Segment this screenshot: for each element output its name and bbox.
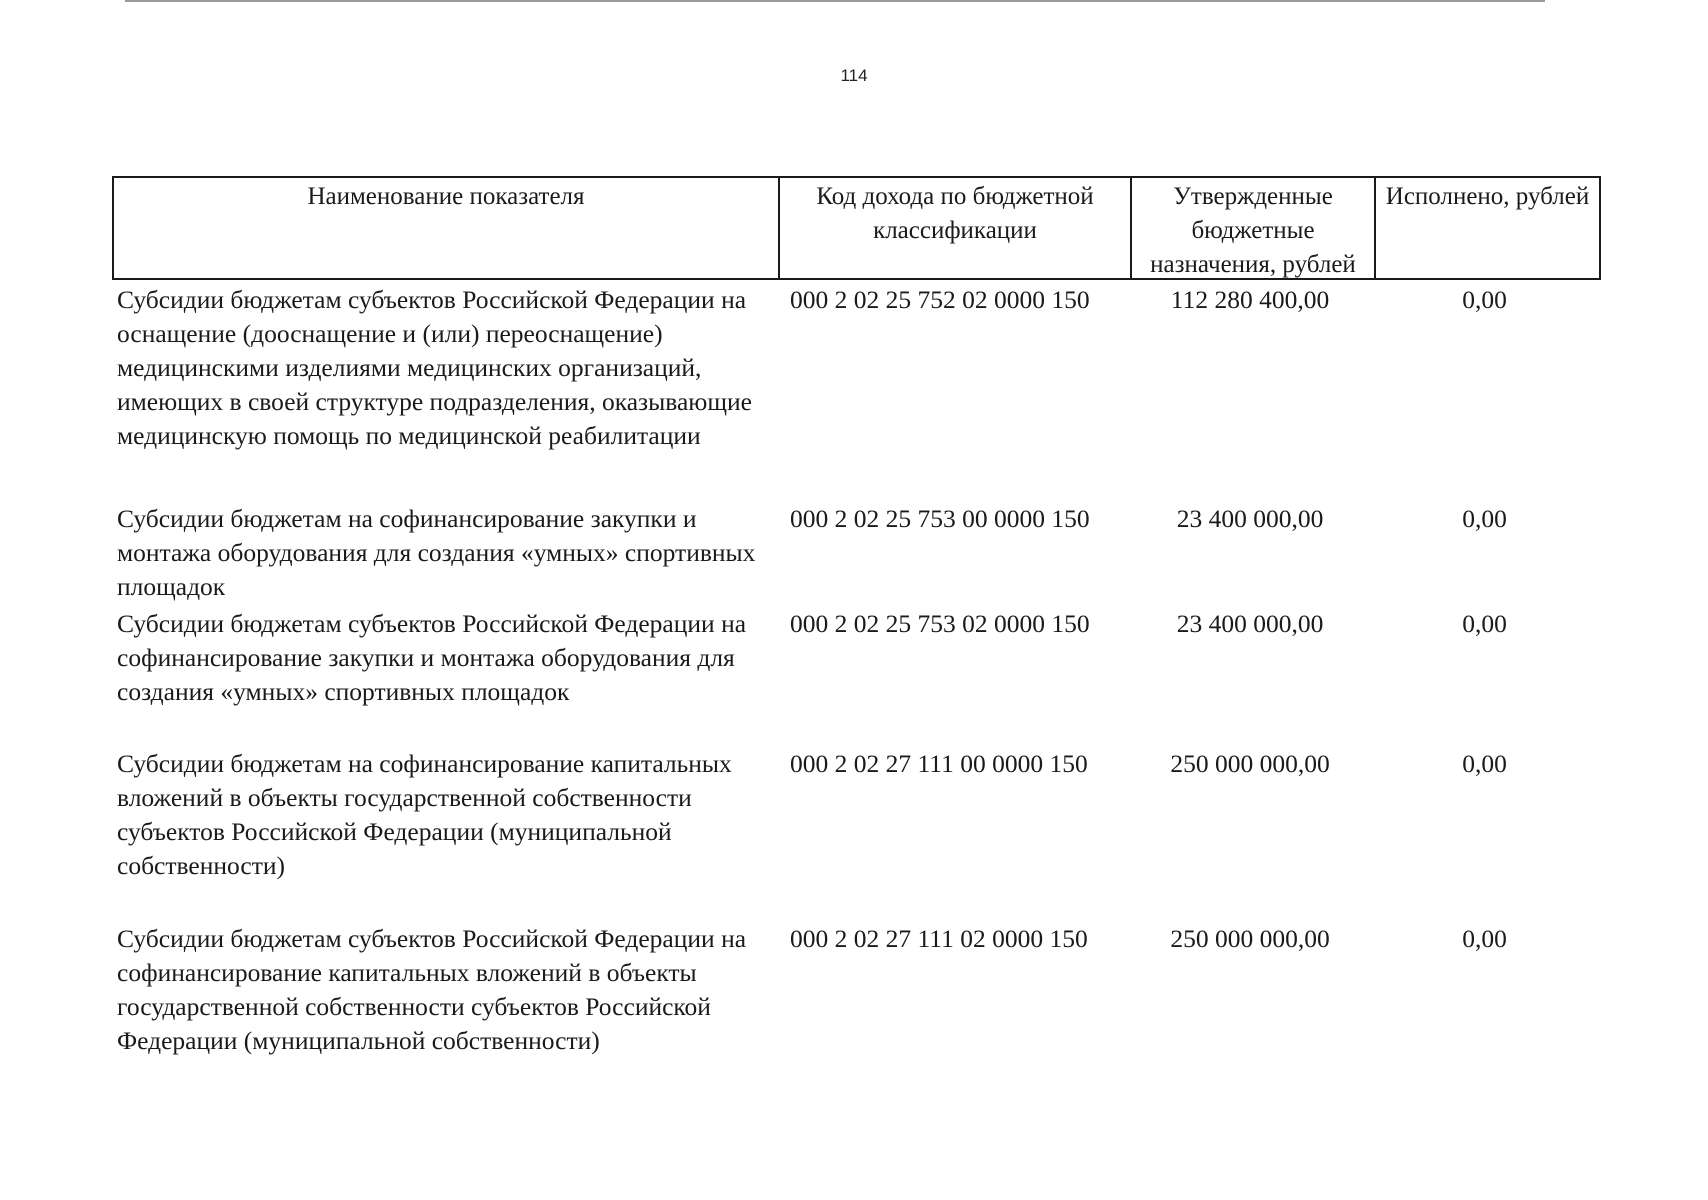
row-executed: 0,00 (1462, 285, 1507, 314)
row-code: 000 2 02 25 753 00 0000 150 (790, 504, 1090, 533)
row-executed: 0,00 (1462, 749, 1507, 778)
row-approved: 250 000 000,00 (1170, 924, 1330, 953)
row-name: Субсидии бюджетам субъектов Российской Федерации на софинансирование капитальных вложений в объекты государственной собственности субъектов Российской Федерации (муниципальной собственности) (117, 924, 747, 1055)
row-approved: 250 000 000,00 (1170, 749, 1330, 778)
row-approved: 23 400 000,00 (1176, 609, 1324, 638)
row-approved: 112 280 400,00 (1170, 285, 1330, 314)
table-row (112, 283, 1601, 453)
row-executed: 0,00 (1462, 924, 1507, 953)
header-code: Код дохода по бюджетной классификации (778, 178, 1130, 278)
row-executed: 0,00 (1462, 609, 1507, 638)
header-executed: Исполнено, рублей (1374, 178, 1599, 278)
row-name: Субсидии бюджетам на софинансирование закупки и монтажа оборудования для создания «умных» спортивных площадок (117, 504, 756, 601)
row-name: Субсидии бюджетам на софинансирование капитальных вложений в объекты государственной собственности субъектов Российской Федерации (муниципальной собственности) (117, 749, 732, 880)
table-row (112, 922, 1601, 1058)
row-code: 000 2 02 27 111 02 0000 150 (790, 924, 1088, 953)
row-code: 000 2 02 25 752 02 0000 150 (790, 285, 1090, 314)
header-approved: Утвержденные бюджетные назначения, рублей (1130, 178, 1374, 278)
row-code: 000 2 02 27 111 00 0000 150 (790, 749, 1088, 778)
row-name: Субсидии бюджетам субъектов Российской Федерации на оснащение (дооснащение и (или) переоснащение) медицинскими изделиями медицинских организаций, имеющих в своей структуре подразделения, оказывающие медицинскую помощь по медицинской реабилитации (117, 285, 752, 450)
table-row (112, 747, 1601, 883)
scan-top-rule (125, 0, 1545, 2)
page-number: 114 (840, 66, 868, 85)
row-name: Субсидии бюджетам субъектов Российской Федерации на софинансирование закупки и монтажа оборудования для создания «умных» спортивных площадок (117, 609, 747, 706)
table-row (112, 502, 1601, 604)
table-row (112, 607, 1601, 709)
row-code: 000 2 02 25 753 02 0000 150 (790, 609, 1090, 638)
header-name: Наименование показателя (307, 183, 585, 210)
row-approved: 23 400 000,00 (1176, 504, 1324, 533)
row-executed: 0,00 (1462, 504, 1507, 533)
table-header (112, 176, 1601, 280)
